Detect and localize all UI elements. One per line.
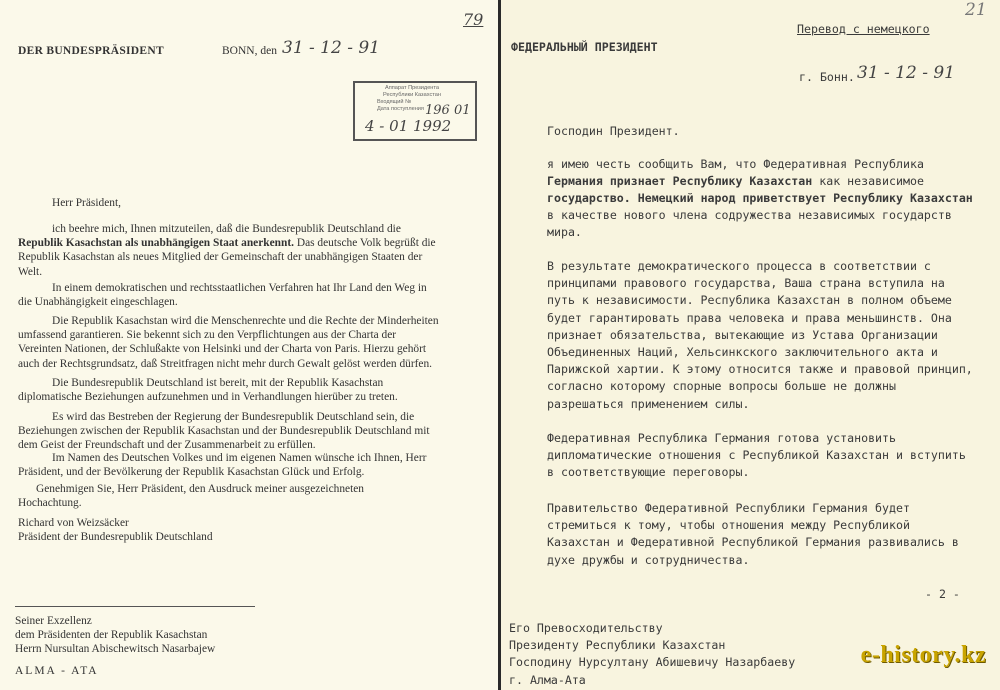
signature-block: Richard von Weizsäcker Präsident der Bundesrepublik Deutschland: [18, 517, 213, 544]
archive-page-number: 79: [463, 10, 484, 29]
stamp-handwritten-date: 4 - 01 1992: [365, 117, 452, 135]
paragraph-cooperation: Правительство Федеративной Республики Германия будет стремиться к тому, чтобы отношения между Республикой Казахстан и Федеративной Республикой Германия развивались в духе дружбы и сотрудничества.: [547, 501, 959, 567]
address-divider: [15, 606, 255, 607]
recipient-address: Seiner Exzellenz dem Präsidenten der Republik Kasachstan Herrn Nursultan Abischewitsch Nasarbajew: [15, 615, 216, 656]
letterhead-title: ФЕДЕРАЛЬНЫЙ ПРЕЗИДЕНТ: [511, 40, 658, 54]
recognition-statement: Republik Kasachstan als unabhängigen Staat anerkennt.: [18, 237, 294, 250]
paragraph-diplomatic-relations: Федеративная Республика Германия готова установить дипломатические отношения с Республикой Казахстан и вступить в соответствующие переговоры.: [547, 431, 966, 480]
paragraph-recognition: ich beehre mich, Ihnen mitzuteilen, daß die Bundesrepublik Deutschland die Republik Kasachstan als unabhängigen Staat anerkennt. Das deutsche Volk begrüßt die Republik Kasachstan als neues Mitglied der Gemeinschaft der unabhängigen Staaten der Welt.: [18, 223, 436, 278]
site-watermark: e-history.kz: [860, 642, 986, 668]
translation-note: Перевод с немецкого: [797, 22, 930, 36]
recognition-statement: Германия признает Республику Казахстан: [547, 174, 813, 188]
paragraph-diplomatic-relations: Die Bundesrepublik Deutschland ist bereit, mit der Republik Kasachstan diplomatische Beziehungen aufzunehmen und in Verhandlungen hierüber zu treten.: [18, 377, 398, 404]
handwritten-date: 31 - 12 - 91: [282, 38, 380, 58]
place-date-label: BONN, den: [222, 45, 277, 57]
russian-translation-page: 21 Перевод с немецкого ФЕДЕРАЛЬНЫЙ ПРЕЗИДЕНТ г. Бонн. 31 - 12 - 91 Господин Президент. я имею честь сообщить Вам, что Федеративная Республика Германия признает Республику Казахстан как независимое государство. Немецкий народ приветствует Республику Казахстан в качестве нового члена содружества независимых государств мира. В результате демократического процесса в соответствии с принципами правового государства, Ваша страна вступила на путь к независимости. Республика Казахстан в полном объеме будет гарантировать права человека и права меньшинств. Она признает обязательства, вытекающие из Устава Организации Объединенных Наций, Хельсинкского заключительного акта и Парижской хартии. К этому относится также и правовой принцип, согласно которому спорные вопросы больше не должны разрешаться применением силы. Федеративная Республика Германия готова установить дипломатические отношения с Республикой Казахстан и вступить в соответствующие переговоры. Правительство Федеративной Республики Германия будет стремиться к тому, чтобы отношения между Республикой Казахстан и Федеративной Республикой Германия развивались в духе дружбы и сотрудничества. - 2 - Его Превосходительству Президенту Республики Казахстан Господину Нурсултану Абишевичу Назарбаеву г. Алма-Ата: [501, 0, 1000, 690]
paragraph-closing: Genehmigen Sie, Herr Präsident, den Ausdruck meiner ausgezeichneten Hochachtung.: [18, 483, 365, 510]
page-marker: - 2 -: [925, 587, 960, 601]
paragraph-human-rights: Die Republik Kasachstan wird die Menschenrechte und die Rechte der Minderheiten umfassend garantieren. Sie bekennt sich zu den Verpflichtungen aus der Charta der Vereinten Nationen, der Schlußakte von Helsinki und der Charta von Paris. Hierzu gehört auch der Rechtsgrundsatz, daß Streitfragen nicht mehr durch Gewalt gelöst werden dürfen.: [18, 315, 439, 370]
letterhead-title: DER BUNDESPRÄSIDENT: [18, 45, 164, 57]
paragraph-cooperation: Es wird das Bestreben der Regierung der Bundesrepublik Deutschland sein, die Beziehungen zwischen der Republik Kasachstan und der Bundesrepublik Deutschland mit dem Geist der Freundschaft und der Zusammenarbeit zu erfüllen.: [18, 411, 430, 452]
paragraph-wishes: Im Namen des Deutschen Volkes und im eigenen Namen wünsche ich Ihnen, Herr Präsident, und der Bevölkerung der Republik Kasachstan Glück und Erfolg.: [18, 452, 427, 479]
stamp-handwritten-number: 196 01: [425, 103, 471, 118]
salutation: Господин Президент.: [547, 124, 680, 138]
salutation: Herr Präsident,: [52, 197, 121, 209]
paragraph-human-rights: В результате демократического процесса в соответствии с принципами правового государства, Ваша страна вступила на путь к независимости. Республика Казахстан в полном объеме будет гарантировать права человека и права меньшинств. Она признает обязательства, вытекающие из Устава Организации Объединенных Наций, Хельсинкского заключительного акта и Парижской хартии. К этому относится также и правовой принцип, согласно которому спорные вопросы больше не должны разрешаться применением силы.: [547, 259, 973, 411]
recipient-address: Его Превосходительству Президенту Республики Казахстан Господину Нурсултану Абишевичу Назарбаеву г. Алма-Ата: [509, 621, 796, 687]
archive-page-number: 21: [965, 0, 987, 20]
registration-stamp: Аппарат Президента Республики Казахстан Входящий № Дата поступления 196 01 4 - 01 1992: [353, 81, 477, 141]
paragraph-democracy: In einem demokratischen und rechtsstaatlichen Verfahren hat Ihr Land den Weg in die Unabhängigkeit eingeschlagen.: [18, 282, 427, 309]
place-label: г. Бонн.: [799, 70, 855, 84]
recipient-city: ALMA - ATA: [15, 665, 99, 677]
handwritten-date: 31 - 12 - 91: [857, 63, 955, 83]
